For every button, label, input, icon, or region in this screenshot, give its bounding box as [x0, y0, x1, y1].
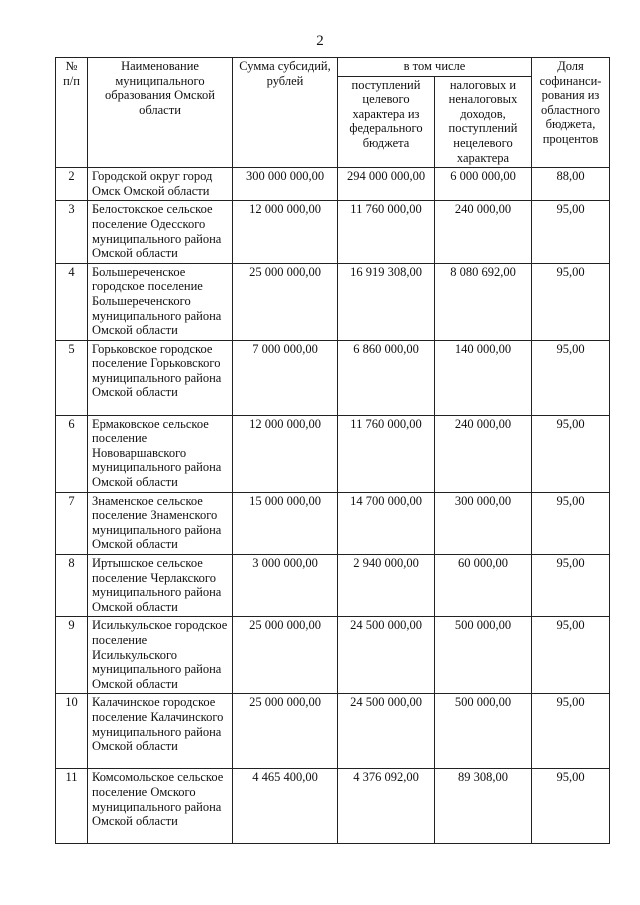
tax-amount: 300 000,00 [435, 492, 532, 554]
federal-amount: 11 760 000,00 [338, 201, 435, 263]
tax-amount: 89 308,00 [435, 769, 532, 844]
municipality-name: Иртышское сельское поселение Черлакского муниципального района Омской области [88, 555, 233, 617]
header-federal: поступлений целевого характера из федерального бюджета [338, 76, 435, 168]
subsidy-sum: 25 000 000,00 [233, 694, 338, 769]
federal-amount: 6 860 000,00 [338, 340, 435, 415]
subsidy-sum: 12 000 000,00 [233, 415, 338, 492]
cofinancing-share: 95,00 [532, 694, 610, 769]
table-header [56, 58, 610, 168]
cofinancing-share: 88,00 [532, 168, 610, 201]
row-number: 9 [56, 617, 88, 694]
tax-amount: 8 080 692,00 [435, 263, 532, 340]
municipality-name: Ермаковское сельское поселение Нововаршавского муниципального района Омской области [88, 415, 233, 492]
municipality-name: Городской округ город Омск Омской области [88, 168, 233, 201]
tax-amount: 240 000,00 [435, 201, 532, 263]
cofinancing-share: 95,00 [532, 263, 610, 340]
municipality-name: Белостокское сельское поселение Одесского муниципального района Омской области [88, 201, 233, 263]
row-number: 6 [56, 415, 88, 492]
federal-amount: 11 760 000,00 [338, 415, 435, 492]
header-sum: Сумма субсидий, рублей [233, 58, 338, 168]
tax-amount: 500 000,00 [435, 694, 532, 769]
tax-amount: 60 000,00 [435, 555, 532, 617]
table-row [56, 263, 610, 340]
table-body [56, 168, 610, 844]
header-name: Наименование муниципального образования Омской области [88, 58, 233, 168]
header-share: Доля софинанси-рования из областного бюджета, процентов [532, 58, 610, 168]
federal-amount: 4 376 092,00 [338, 769, 435, 844]
municipality-name: Калачинское городское поселение Калачинского муниципального района Омской области [88, 694, 233, 769]
tax-amount: 500 000,00 [435, 617, 532, 694]
table-row [56, 492, 610, 554]
table-row [56, 168, 610, 201]
table-row [56, 694, 610, 769]
subsidy-sum: 15 000 000,00 [233, 492, 338, 554]
subsidy-sum: 3 000 000,00 [233, 555, 338, 617]
tax-amount: 240 000,00 [435, 415, 532, 492]
row-number: 2 [56, 168, 88, 201]
cofinancing-share: 95,00 [532, 555, 610, 617]
table-row [56, 617, 610, 694]
header-tax: налоговых и неналоговых доходов, поступлений нецелевого характера [435, 76, 532, 168]
subsidy-sum: 4 465 400,00 [233, 769, 338, 844]
subsidy-sum: 25 000 000,00 [233, 263, 338, 340]
cofinancing-share: 95,00 [532, 415, 610, 492]
federal-amount: 2 940 000,00 [338, 555, 435, 617]
municipality-name: Большереченское городское поселение Большереченского муниципального района Омской области [88, 263, 233, 340]
municipality-name: Исилькульское городское поселение Исилькульского муниципального района Омской области [88, 617, 233, 694]
cofinancing-share: 95,00 [532, 492, 610, 554]
header-including: в том числе [338, 58, 532, 77]
table-row [56, 555, 610, 617]
federal-amount: 16 919 308,00 [338, 263, 435, 340]
federal-amount: 24 500 000,00 [338, 694, 435, 769]
municipality-name: Горьковское городское поселение Горьковского муниципального района Омской области [88, 340, 233, 415]
table-row [56, 415, 610, 492]
row-number: 7 [56, 492, 88, 554]
table-row [56, 340, 610, 415]
row-number: 3 [56, 201, 88, 263]
cofinancing-share: 95,00 [532, 617, 610, 694]
municipality-name: Знаменское сельское поселение Знаменского муниципального района Омской области [88, 492, 233, 554]
tax-amount: 140 000,00 [435, 340, 532, 415]
cofinancing-share: 95,00 [532, 340, 610, 415]
municipality-name: Комсомольское сельское поселение Омского муниципального района Омской области [88, 769, 233, 844]
federal-amount: 294 000 000,00 [338, 168, 435, 201]
subsidy-sum: 12 000 000,00 [233, 201, 338, 263]
tax-amount: 6 000 000,00 [435, 168, 532, 201]
page-number: 2 [316, 33, 324, 49]
cofinancing-share: 95,00 [532, 201, 610, 263]
row-number: 8 [56, 555, 88, 617]
federal-amount: 24 500 000,00 [338, 617, 435, 694]
row-number: 10 [56, 694, 88, 769]
row-number: 4 [56, 263, 88, 340]
federal-amount: 14 700 000,00 [338, 492, 435, 554]
table-row [56, 201, 610, 263]
subsidy-sum: 7 000 000,00 [233, 340, 338, 415]
row-number: 11 [56, 769, 88, 844]
header-no: № п/п [56, 58, 88, 168]
subsidy-sum: 25 000 000,00 [233, 617, 338, 694]
cofinancing-share: 95,00 [532, 769, 610, 844]
row-number: 5 [56, 340, 88, 415]
subsidy-sum: 300 000 000,00 [233, 168, 338, 201]
subsidy-table [55, 57, 610, 844]
table-row [56, 769, 610, 844]
